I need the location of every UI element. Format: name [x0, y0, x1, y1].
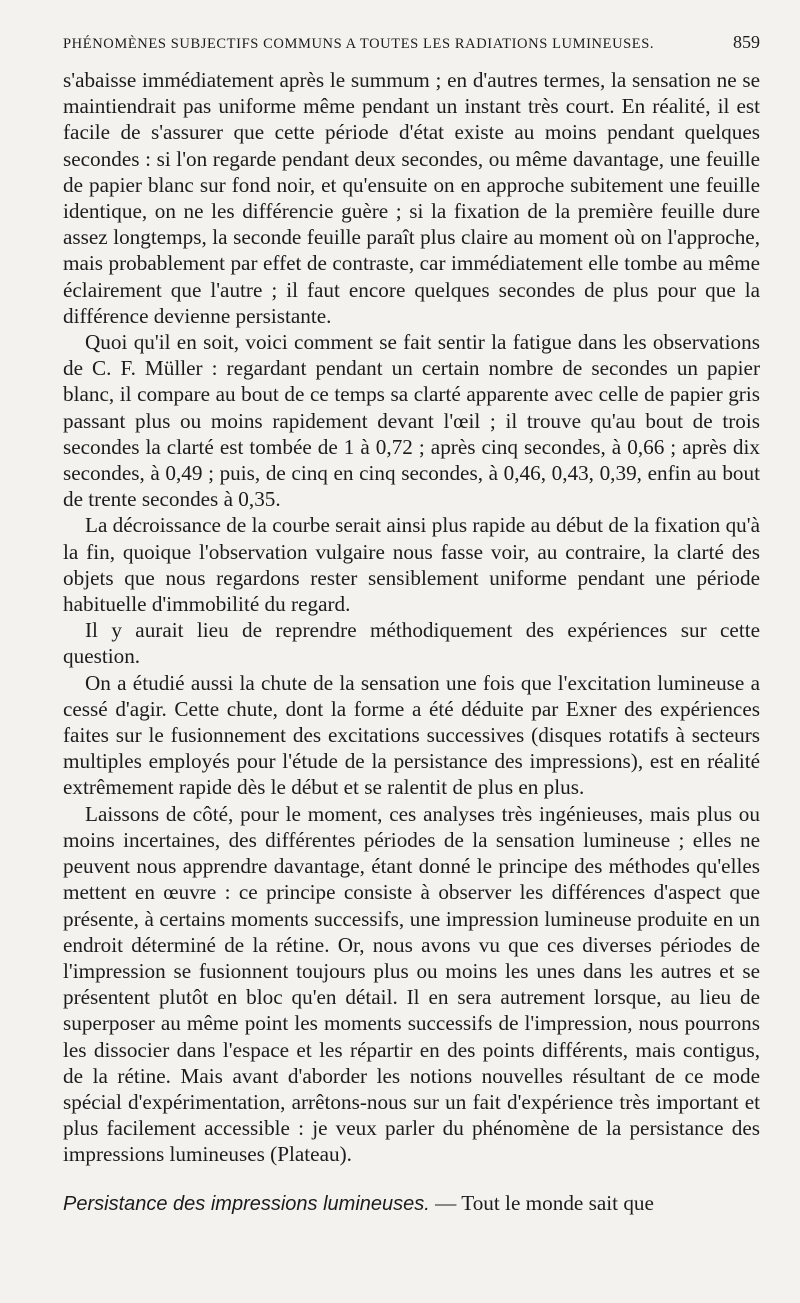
paragraph-methodical-experiments: Il y aurait lieu de reprendre méthodiquement des expériences sur cette question. — [63, 618, 760, 669]
running-head — [63, 32, 760, 53]
paragraph-continuation: s'abaisse immédiatement après le summum ; en d'autres termes, la sensation ne se maintiendrait pas uniforme même pendant un instant très court. En réalité, il est facile de s'assurer que cette période d'état existe au moins pendant quelques secondes : si l'on regarde pendant deux secondes, ou même davantage, une feuille de papier blanc sur fond noir, et qu'ensuite on en approche subitement une feuille identique, on ne les différencie guère ; si la fixation de la première feuille dure assez longtemps, la seconde feuille paraît plus claire au moment où on l'approche, mais probablement par effet de contraste, car immédiatement elle tombe au même éclairement que l'autre ; il faut encore quelques secondes de plus pour que la différence devienne persistante. — [63, 68, 760, 328]
body-text — [63, 67, 760, 1168]
page-number: 859 — [733, 32, 760, 52]
section-heading: Persistance des impressions lumineuses. — [63, 1192, 430, 1215]
paragraph-muller-observations: Quoi qu'il en soit, voici comment se fait sentir la fatigue dans les observations de C. F. Müller : regardant pendant un certain nombre de secondes un papier blanc, il compare au bout de ce temps sa clarté apparente avec celle de papier gris passant plus ou moins rapidement devant l'œil ; il trouve qu'au bout de trois secondes la clarté est tombée de 1 à 0,72 ; après cinq secondes, à 0,66 ; après dix secondes, à 0,49 ; puis, de cinq en cinq secondes, à 0,46, 0,43, 0,39, enfin au bout de trente secondes à 0,35. — [63, 330, 760, 512]
paragraph-sensation-fall: On a étudié aussi la chute de la sensation une fois que l'excitation lumineuse a cessé d'agir. Cette chute, dont la forme a été déduite par Exner des expériences faites sur le fusionnement des excitations successives (disques rotatifs à secteurs multiples employés pour l'étude de la persistance des impressions), est en réalité extrêmement rapide dès le début et se ralentit de plus en plus. — [63, 670, 760, 800]
section-persistence — [63, 1190, 760, 1217]
paragraph-periods-analysis: Laissons de côté, pour le moment, ces analyses très ingénieuses, mais plus ou moins incertaines, des différentes périodes de la sensation lumineuse ; elles ne peuvent nous apprendre davantage, étant donné le principe des méthodes qu'elles mettent en œuvre : ce principe consiste à observer les différences d'aspect que présente, à certains moments successifs, une impression lumineuse produite en un endroit déterminé de la rétine. Or, nous avons vu que ces diverses périodes de l'impression se fusionnent toujours plus ou moins les unes dans les autres et se présentent plutôt en bloc qu'en détail. Il en sera autrement lorsque, au lieu de superposer au même point les moments successifs de l'impression, nous pourrons les dissocier dans l'espace et les répartir en des points différents, mais contigus, de la rétine. Mais avant d'aborder les notions nouvelles résultant de ce mode spécial d'expérimentation, arrêtons-nous sur un fait d'expérience très important et plus facilement accessible : je veux parler du phénomène de la persistance des impressions lumineuses (Plateau). — [63, 801, 760, 1167]
running-title: PHÉNOMÈNES SUBJECTIFS COMMUNS A TOUTES LES RADIATIONS LUMINEUSES. — [63, 36, 655, 52]
section-text: — Tout le monde sait que — [429, 1190, 654, 1215]
paragraph-curve-decrease: La décroissance de la courbe serait ainsi plus rapide au début de la fixation qu'à la fin, quoique l'observation vulgaire nous fasse voir, au contraire, la clarté des objets que nous regardons rester sensiblement uniforme pendant une période habituelle d'immobilité du regard. — [63, 513, 760, 617]
